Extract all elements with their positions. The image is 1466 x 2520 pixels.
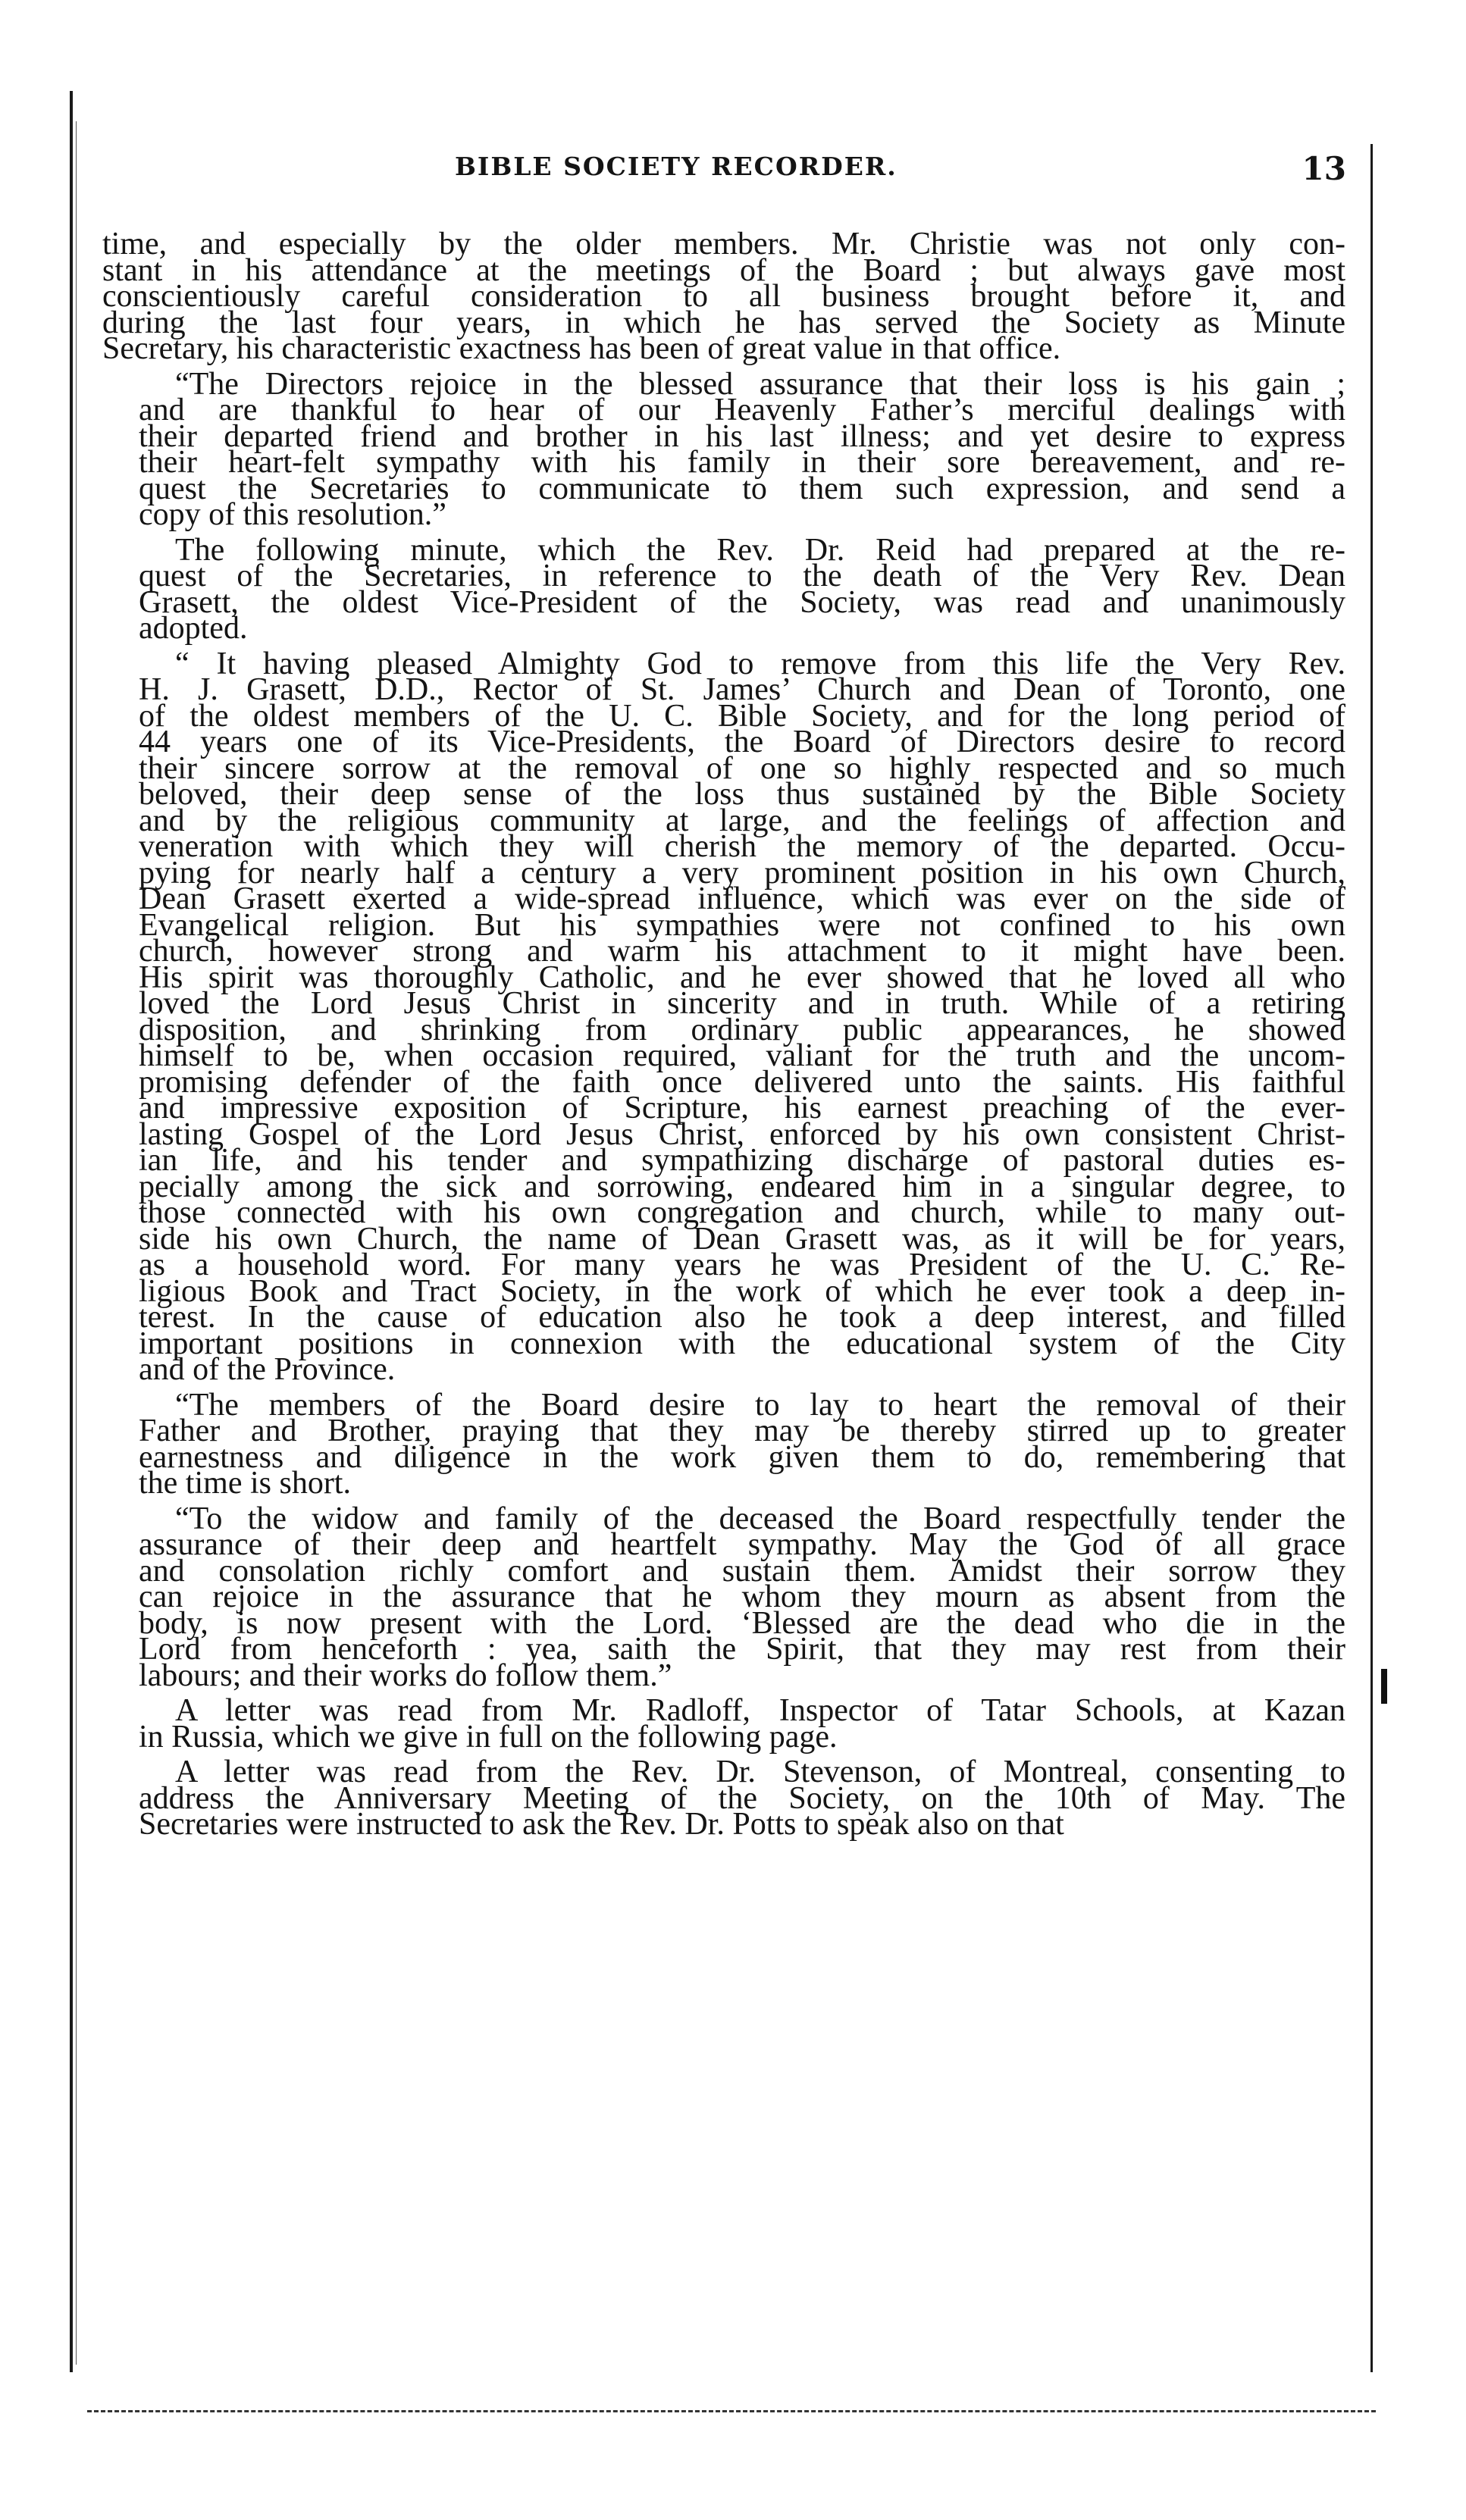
text-line: himself to be, when occasion required, valiant for the truth and the uncom- — [139, 1038, 1345, 1073]
text-line: beloved, their deep sense of the loss thus sustained by the Bible Society — [139, 777, 1345, 812]
text-line: loved the Lord Jesus Christ in sincerity and in truth. While of a retiring — [139, 986, 1345, 1021]
text-line: and impressive exposition of Scripture, his earnest preaching of the ever- — [139, 1091, 1345, 1125]
paragraph — [102, 646, 1345, 1387]
text-line: veneration with which they will cherish the memory of the departed. Occu- — [139, 829, 1345, 864]
text-line: those connected with his own congregation and church, while to many out- — [139, 1195, 1345, 1230]
text-line: and of the Province. — [139, 1352, 396, 1387]
text-line: Father and Brother, praying that they may be thereby stirred up to greater — [139, 1413, 1345, 1448]
text-line: H. J. Grasett, D.D., Rector of St. James’ Church and Dean of Toronto, one — [139, 672, 1345, 707]
running-title: BIBLE SOCIETY RECORDER. — [455, 152, 897, 181]
text-line: pecially among the sick and sorrowing, endeared him in a singular degree, to — [139, 1169, 1345, 1204]
footer-rule — [87, 2410, 1376, 2415]
paragraph — [102, 1501, 1345, 1693]
text-line: terest. In the cause of education also he took a deep interest, and filled — [139, 1300, 1345, 1335]
text-line: their sincere sorrow at the removal of one so highly respected and so much — [139, 750, 1345, 786]
text-line: their departed friend and brother in his last illness; and yet desire to express — [139, 418, 1345, 454]
text-line: and are thankful to hear of our Heavenly Father’s merciful dealings with — [139, 393, 1345, 427]
text-line: adopted. — [139, 611, 248, 646]
paragraph — [102, 1693, 1345, 1755]
text-line: ligious Book and Tract Society, in the work of which he ever took a deep in- — [139, 1273, 1345, 1309]
text-line: their heart-felt sympathy with his family in their sore bereavement, and re- — [139, 445, 1345, 480]
text-line: stant in his attendance at the meetings of the Board ; but always gave most — [102, 252, 1345, 288]
text-line: copy of this resolution.” — [139, 497, 446, 532]
text-line: of the oldest members of the U. C. Bible Society, and for the long period of — [139, 698, 1345, 734]
text-line: in Russia, which we give in full on the following page. — [139, 1719, 838, 1755]
text-line: body, is now present with the Lord. ‘Blessed are the dead who die in the — [139, 1605, 1345, 1641]
text-line: earnestness and diligence in the work given them to do, remembering that — [139, 1439, 1345, 1475]
text-line: as a household word. For many years he was President of the U. C. Re- — [139, 1247, 1345, 1282]
paragraph — [102, 532, 1345, 646]
text-line: labours; and their works do follow them.” — [139, 1658, 672, 1693]
text-line: ian life, and his tender and sympathizing discharge of pastoral duties es- — [139, 1143, 1345, 1178]
margin-mark — [1381, 1669, 1387, 1704]
text-line: important positions in connexion with the educational system of the City — [139, 1326, 1345, 1361]
text-line: Grasett, the oldest Vice-President of the Society, was read and unanimously — [139, 584, 1345, 620]
text-line: quest of the Secretaries, in reference to the death of the Very Rev. Dean — [139, 559, 1345, 593]
paragraph — [102, 1387, 1345, 1501]
page-header — [99, 150, 1349, 196]
text-line: assurance of their deep and heartfelt sympathy. May the God of all grace — [139, 1527, 1345, 1562]
paragraph — [102, 1755, 1345, 1842]
text-line: Evangelical religion. But his sympathies were not confined to his own — [139, 907, 1345, 943]
text-line: conscientiously careful consideration to all business brought before it, and — [102, 279, 1345, 314]
text-line: The following minute, which the Rev. Dr. Reid had prepared at the re- — [175, 532, 1345, 568]
page-border-right — [1370, 144, 1373, 2372]
text-line: His spirit was thoroughly Catholic, and he ever showed that he loved all who — [139, 959, 1345, 995]
text-line: Secretary, his characteristic exactness has been of great value in that office. — [102, 331, 1061, 366]
text-line: and consolation richly comfort and sustain them. Amidst their sorrow they — [139, 1553, 1345, 1589]
paragraph — [102, 227, 1345, 366]
text-line: lasting Gospel of the Lord Jesus Christ, enforced by his own consistent Christ- — [139, 1116, 1345, 1152]
text-line: Dean Grasett exerted a wide-spread influence, which was ever on the side of — [139, 881, 1345, 916]
page-border-left — [70, 91, 73, 2372]
text-line: 44 years one of its Vice-Presidents, the Board of Directors desire to record — [139, 725, 1345, 759]
text-line: “The members of the Board desire to lay to heart the removal of their — [175, 1387, 1345, 1423]
article-body — [102, 227, 1345, 1847]
text-line: can rejoice in the assurance that he whom they mourn as absent from the — [139, 1579, 1345, 1614]
text-line: “To the widow and family of the deceased the Board respectfully tender the — [175, 1501, 1345, 1536]
text-line: A letter was read from the Rev. Dr. Stevenson, of Montreal, consenting to — [175, 1755, 1345, 1789]
text-line: “The Directors rejoice in the blessed assurance that their loss is his gain ; — [175, 366, 1345, 402]
text-line: time, and especially by the older members. Mr. Christie was not only con- — [102, 227, 1345, 261]
page-border-inner-rule — [76, 121, 77, 2365]
text-line: promising defender of the faith once delivered unto the saints. His faithful — [139, 1064, 1345, 1100]
paragraph — [102, 366, 1345, 532]
text-line: disposition, and shrinking from ordinary public appearances, he showed — [139, 1012, 1345, 1047]
text-line: the time is short. — [139, 1466, 351, 1501]
text-line: and by the religious community at large, and the feelings of affection and — [139, 803, 1345, 838]
text-line: church, however strong and warm his attachment to it might have been. — [139, 934, 1345, 969]
page-number: 13 — [1302, 150, 1346, 187]
text-line: “ It having pleased Almighty God to remove from this life the Very Rev. — [175, 646, 1345, 681]
text-line: pying for nearly half a century a very prominent position in his own Church, — [139, 855, 1345, 891]
text-line: Lord from henceforth : yea, saith the Spirit, that they may rest from their — [139, 1632, 1345, 1667]
text-line: quest the Secretaries to communicate to them such expression, and send a — [139, 471, 1345, 506]
text-line: address the Anniversary Meeting of the Society, on the 10th of May. The — [139, 1780, 1345, 1816]
text-line: Secretaries were instructed to ask the Rev. Dr. Potts to speak also on that — [139, 1807, 1064, 1842]
text-line: side his own Church, the name of Dean Grasett was, as it will be for years, — [139, 1221, 1345, 1257]
text-line: A letter was read from Mr. Radloff, Inspector of Tatar Schools, at Kazan — [175, 1693, 1345, 1728]
text-line: during the last four years, in which he has served the Society as Minute — [102, 305, 1345, 340]
